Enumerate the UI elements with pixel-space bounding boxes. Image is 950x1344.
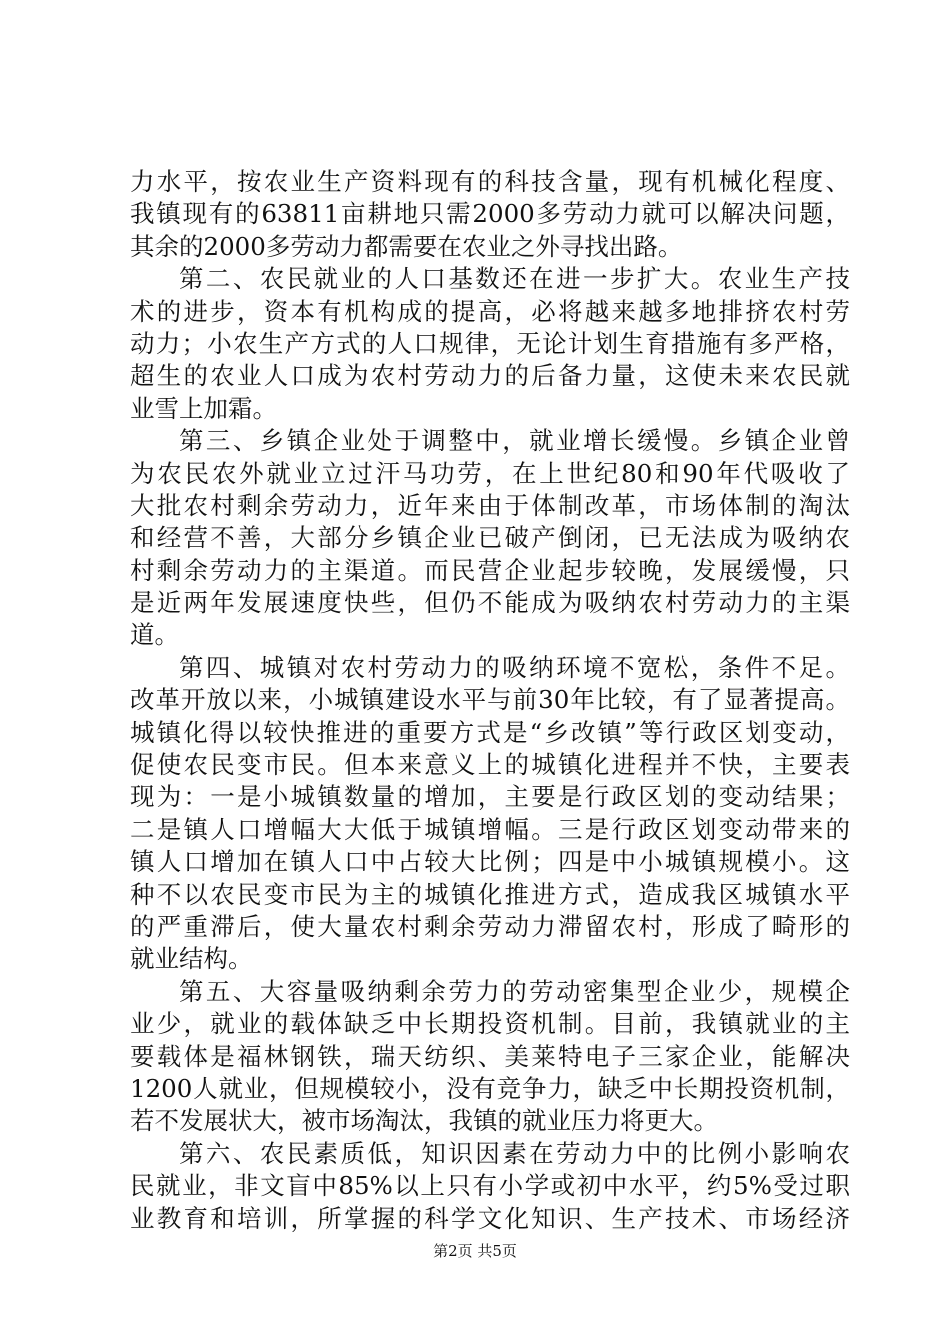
text-line: 促使农民变市民。但本来意义上的城镇化进程并不快，主要表: [130, 750, 850, 780]
text-line: 业雪上加霜。: [130, 393, 277, 423]
paragraph-first-line: 第五、大容量吸纳剩余劳力的劳动密集型企业少，规模企: [179, 976, 850, 1006]
paragraph-first-line: 第六、农民素质低，知识因素在劳动力中的比例小影响农: [179, 1138, 850, 1168]
text-line: 业教育和培训，所掌握的科学文化知识、生产技术、市场经济: [130, 1203, 850, 1233]
text-line: 村剩余劳动力的主渠道。而民营企业起步较晚，发展缓慢，只: [130, 555, 850, 585]
page-footer: 第2页 共5页: [433, 1242, 517, 1260]
body-text: [130, 166, 850, 1235]
text-line: 二是镇人口增幅大大低于城镇增幅。三是行政区划变动带来的: [130, 814, 850, 844]
paragraph-first-line: 第四、城镇对农村劳动力的吸纳环境不宽松，条件不足。: [179, 652, 850, 682]
text-line: 改革开放以来，小城镇建设水平与前30年比较，有了显著提高。: [130, 685, 850, 715]
text-line: 镇人口增加在镇人口中占较大比例；四是中小城镇规模小。这: [130, 847, 850, 877]
text-line: 就业结构。: [130, 944, 253, 974]
text-line: 现为：一是小城镇数量的增加，主要是行政区划的变动结果；: [130, 782, 850, 812]
text-line: 为农民农外就业立过汗马功劳，在上世纪80和90年代吸收了: [130, 458, 850, 488]
text-line: 1200人就业，但规模较小，没有竞争力，缺乏中长期投资机制，: [130, 1073, 850, 1103]
text-line: 民就业，非文盲中85%以上只有小学或初中水平，约5%受过职: [130, 1171, 850, 1201]
text-line: 要载体是福林钢铁，瑞天纺织、美莱特电子三家企业，能解决: [130, 1041, 850, 1071]
text-line: 业少，就业的载体缺乏中长期投资机制。目前，我镇就业的主: [130, 1009, 850, 1039]
text-line: 种不以农民变市民为主的城镇化推进方式，造成我区城镇水平: [130, 879, 850, 909]
paragraph-first-line: 第三、乡镇企业处于调整中，就业增长缓慢。乡镇企业曾: [179, 426, 850, 456]
text-line: 我镇现有的63811亩耕地只需2000多劳动力就可以解决问题，: [130, 199, 850, 229]
text-line: 力水平，按农业生产资料现有的科技含量，现有机械化程度、: [130, 167, 850, 196]
paragraph-first-line: 第二、农民就业的人口基数还在进一步扩大。农业生产技: [179, 264, 850, 294]
text-line: 超生的农业人口成为农村劳动力的后备力量，这使未来农民就: [130, 361, 850, 391]
text-line: 其余的2000多劳动力都需要在农业之外寻找出路。: [130, 231, 683, 261]
text-line: 道。: [130, 620, 179, 650]
text-line: 动力；小农生产方式的人口规律，无论计划生育措施有多严格，: [130, 328, 850, 358]
text-line: 和经营不善，大部分乡镇企业已破产倒闭，已无法成为吸纳农: [130, 523, 850, 553]
text-line: 是近两年发展速度快些，但仍不能成为吸纳农村劳动力的主渠: [130, 588, 850, 618]
text-line: 大批农村剩余劳动力，近年来由于体制改革，市场体制的淘汰: [130, 490, 850, 520]
text-line: 术的进步，资本有机构成的提高，必将越来越多地排挤农村劳: [130, 296, 850, 326]
text-line: 城镇化得以较快推进的重要方式是“乡改镇”等行政区划变动，: [130, 717, 850, 747]
text-line: 的严重滞后，使大量农村剩余劳动力滞留农村，形成了畸形的: [130, 911, 850, 941]
text-line: 若不发展状大，被市场淘汰，我镇的就业压力将更大。: [130, 1106, 718, 1136]
